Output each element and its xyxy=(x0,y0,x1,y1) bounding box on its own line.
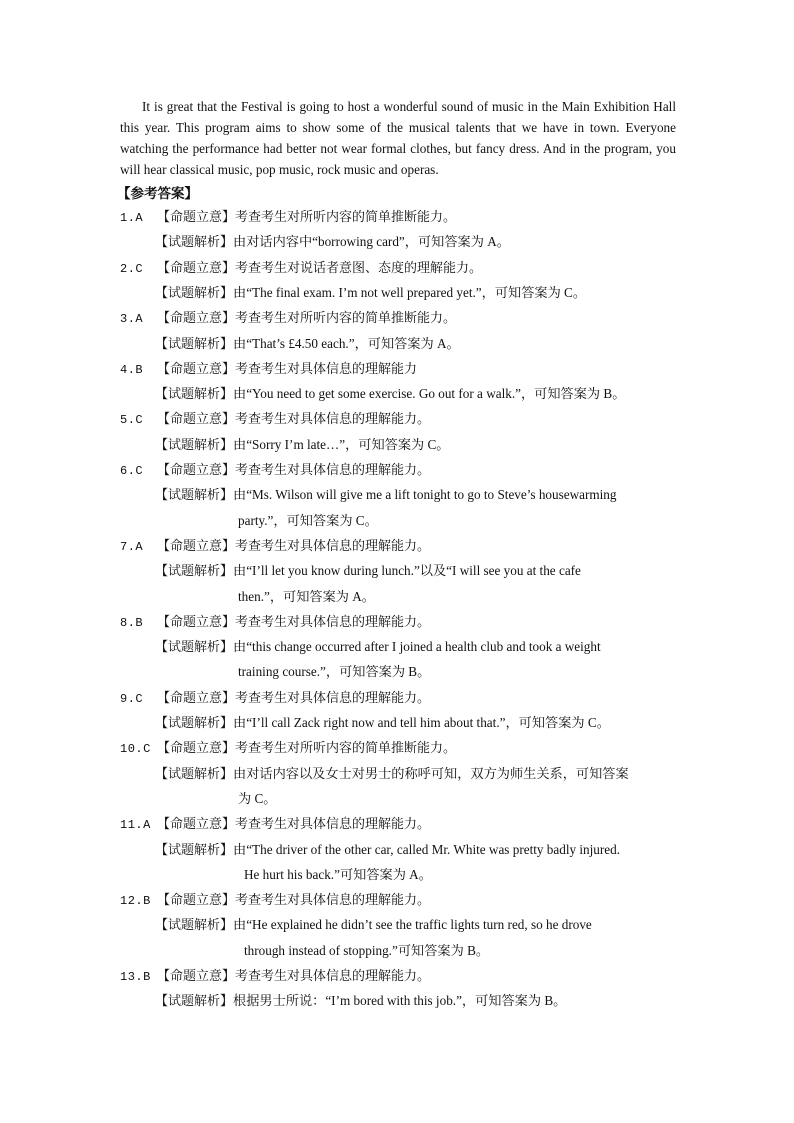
answer-item xyxy=(120,889,430,911)
analysis-text: 由对话内容中“borrowing card”，可知答案为 A。 xyxy=(233,234,510,250)
analysis-text: 根据男士所说：“I’m bored with this job.”，可知答案为 B。 xyxy=(233,993,567,1009)
purpose-tag: 【命题立意】 xyxy=(157,893,236,909)
answer-item xyxy=(120,206,456,228)
answer-number: 2.C xyxy=(120,261,144,276)
purpose-tag: 【命题立意】 xyxy=(157,210,236,225)
answer-key-heading: 【参考答案】 xyxy=(117,186,198,202)
analysis-tag: 【试题解析】 xyxy=(155,640,234,656)
analysis-continuation xyxy=(238,510,378,532)
analysis-tag: 【试题解析】 xyxy=(155,387,234,403)
analysis-continuation xyxy=(238,586,375,608)
analysis-tag: 【试题解析】 xyxy=(155,336,234,352)
purpose-text: 考查考生对具体信息的理解能力。 xyxy=(235,969,431,984)
answer-item xyxy=(120,535,430,557)
analysis-text: 由“That’s £4.50 each.”，可知答案为 A。 xyxy=(233,335,460,351)
analysis-text: He hurt his back.”可知答案为 A。 xyxy=(244,866,432,882)
analysis-text: 由对话内容以及女士对男士的称呼可知，双方为师生关系，可知答案 xyxy=(233,765,629,781)
purpose-text: 考查考生对具体信息的理解能力。 xyxy=(235,614,431,630)
answer-item xyxy=(120,307,456,329)
purpose-tag: 【命题立意】 xyxy=(157,538,236,554)
analysis-text: 由“You need to get some exercise. Go out for a walk.”，可知答案为 B。 xyxy=(233,386,626,402)
analysis-continuation xyxy=(244,864,432,886)
purpose-tag: 【命题立意】 xyxy=(157,741,236,757)
analysis-line xyxy=(155,383,625,405)
answer-item xyxy=(120,813,430,835)
analysis-text: 由“I’ll let you know during lunch.”以及“I will see you at the cafe xyxy=(233,563,581,579)
answer-item xyxy=(120,408,430,430)
analysis-text: 由“He explained he didn’t see the traffic lights turn red, so he drove xyxy=(233,917,592,933)
answer-number: 4.B xyxy=(120,362,144,377)
purpose-tag: 【命题立意】 xyxy=(157,817,236,833)
purpose-tag: 【命题立意】 xyxy=(157,311,236,327)
answer-number: 5.C xyxy=(120,413,144,428)
analysis-continuation xyxy=(238,788,276,810)
purpose-text: 考查考生对具体信息的理解能力。 xyxy=(235,463,431,478)
purpose-tag: 【命题立意】 xyxy=(157,690,236,706)
analysis-text: 由“The final exam. I’m not well prepared yet.”，可知答案为 C。 xyxy=(233,284,587,300)
listening-passage: It is great that the Festival is going to host a wonderful sound of music in the Main Exhibition Hall this year. This program aims to show some of the musical talents that we have in town. Everyone watching the performance had better not wear formal clothes, but fancy dress. And in the program, you will hear classical music, pop music, rock music and operas. xyxy=(120,99,676,177)
purpose-tag: 【命题立意】 xyxy=(157,412,236,428)
analysis-text: 由“Sorry I’m late…”，可知答案为 C。 xyxy=(233,436,450,452)
purpose-text: 考查考生对具体信息的理解能力。 xyxy=(235,412,431,428)
analysis-tag: 【试题解析】 xyxy=(155,285,234,301)
analysis-text: 由“The driver of the other car, called Mr. White was pretty badly injured. xyxy=(233,841,621,857)
analysis-line xyxy=(155,914,592,936)
answer-item xyxy=(120,687,430,709)
purpose-text: 考查考生对具体信息的理解能力。 xyxy=(235,538,431,554)
analysis-line xyxy=(155,560,581,582)
analysis-tag: 【试题解析】 xyxy=(155,918,234,934)
analysis-tag: 【试题解析】 xyxy=(155,235,234,251)
purpose-text: 考查考生对所听内容的简单推断能力。 xyxy=(235,210,457,225)
analysis-line xyxy=(155,636,601,658)
analysis-text: 由“Ms. Wilson will give me a lift tonight to go to Steve’s housewarming xyxy=(233,487,617,503)
analysis-line xyxy=(155,839,620,861)
analysis-line xyxy=(155,231,510,253)
analysis-tag: 【试题解析】 xyxy=(155,766,234,782)
analysis-line xyxy=(155,282,586,304)
purpose-tag: 【命题立意】 xyxy=(157,463,236,478)
answer-number: 8.B xyxy=(120,615,144,630)
answer-item xyxy=(120,737,456,759)
answer-number: 10.C xyxy=(120,742,151,757)
answer-number: 11.A xyxy=(120,818,151,833)
purpose-text: 考查考生对具体信息的理解能力。 xyxy=(235,817,431,833)
analysis-continuation xyxy=(238,661,430,683)
analysis-text: 由“I’ll call Zack right now and tell him about that.”，可知答案为 C。 xyxy=(233,715,610,730)
analysis-tag: 【试题解析】 xyxy=(155,437,234,453)
purpose-tag: 【命题立意】 xyxy=(157,361,236,377)
analysis-tag: 【试题解析】 xyxy=(155,488,234,504)
purpose-tag: 【命题立意】 xyxy=(157,260,236,276)
purpose-text: 考查考生对说话者意图、态度的理解能力。 xyxy=(235,260,483,276)
analysis-line xyxy=(155,990,566,1012)
purpose-text: 考查考生对具体信息的理解能力。 xyxy=(235,690,431,706)
answer-item xyxy=(120,611,430,633)
purpose-tag: 【命题立意】 xyxy=(157,969,236,984)
analysis-tag: 【试题解析】 xyxy=(155,716,234,731)
analysis-line xyxy=(155,333,460,355)
analysis-continuation xyxy=(244,940,489,962)
analysis-text: 为 C。 xyxy=(238,790,277,806)
analysis-text: then.”，可知答案为 A。 xyxy=(238,588,375,604)
analysis-text: through instead of stopping.”可知答案为 B。 xyxy=(244,942,490,958)
analysis-text: party.”，可知答案为 C。 xyxy=(238,512,378,528)
answer-number: 6.C xyxy=(120,464,144,478)
purpose-text: 考查考生对所听内容的简单推断能力。 xyxy=(235,741,457,757)
purpose-text: 考查考生对具体信息的理解能力 xyxy=(235,361,418,377)
answer-item xyxy=(120,358,417,380)
analysis-line xyxy=(155,763,629,785)
purpose-tag: 【命题立意】 xyxy=(157,614,236,630)
answer-number: 7.A xyxy=(120,539,144,554)
analysis-tag: 【试题解析】 xyxy=(155,994,234,1010)
analysis-text: training course.”，可知答案为 B。 xyxy=(238,664,431,680)
answer-number: 12.B xyxy=(120,894,151,909)
purpose-text: 考查考生对所听内容的简单推断能力。 xyxy=(235,311,457,327)
analysis-text: 由“this change occurred after I joined a health club and took a weight xyxy=(233,639,601,655)
answer-number: 9.C xyxy=(120,691,144,706)
analysis-line xyxy=(155,484,616,506)
answer-item xyxy=(120,257,482,279)
answer-item xyxy=(120,965,430,987)
analysis-line xyxy=(155,712,610,734)
analysis-tag: 【试题解析】 xyxy=(155,564,234,580)
purpose-text: 考查考生对具体信息的理解能力。 xyxy=(235,893,431,909)
analysis-line xyxy=(155,434,449,456)
answer-item xyxy=(120,459,430,481)
analysis-tag: 【试题解析】 xyxy=(155,842,234,858)
answer-number: 13.B xyxy=(120,970,151,984)
answer-number: 3.A xyxy=(120,312,144,327)
answer-number: 1.A xyxy=(120,211,144,225)
